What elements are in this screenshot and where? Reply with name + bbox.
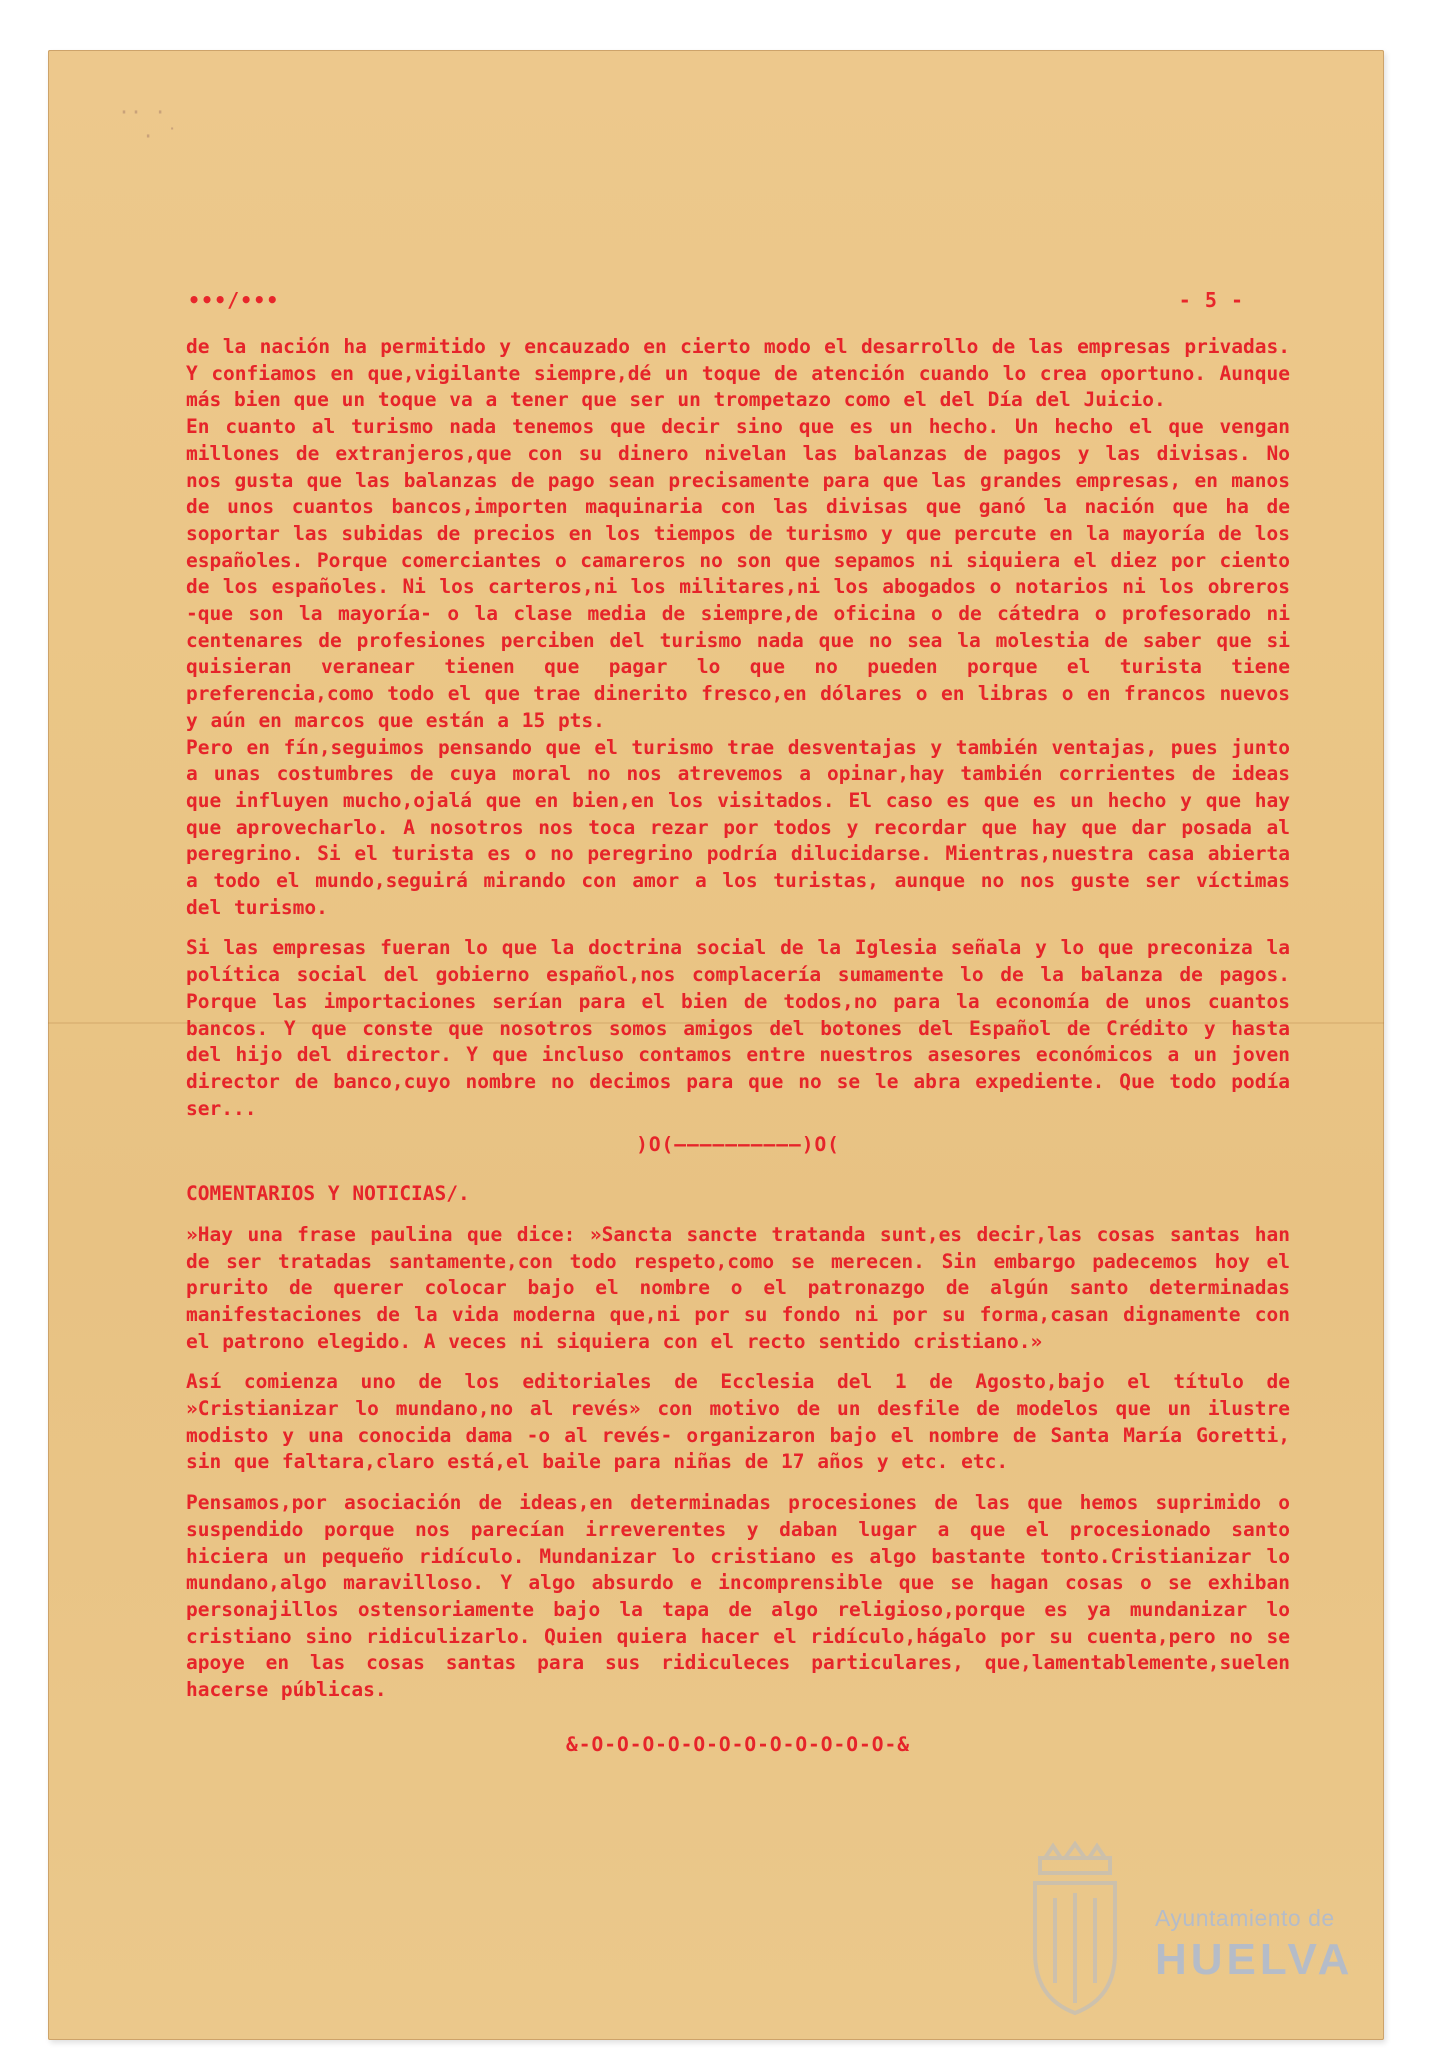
section-title: COMENTARIOS Y NOTICIAS/. <box>186 1182 470 1206</box>
paragraph: En cuanto al turismo nada tenemos que decir sino que es un hecho. Un hecho el que vengan millones de extranjeros,que con su dinero nivelan las balanzas de pagos y las divisas. No nos gusta que las balanzas de pago sean precisamente para que las grandes empresas, en manos de unos cuantos bancos,importen maquinaria con las divisas que ganó la nación que ha de soportar las subidas de precios en los tiempos de turismo y que percute en la mayoría de los españoles. Porque comerciantes o camareros no son que sepamos ni siquiera el diez por ciento de los españoles. Ni los carteros,ni los militares,ni los abogados o notarios ni los obreros -que son la mayoría- o la clase media de siempre,de oficina o de cátedra o profesorado ni centenares de profesiones perciben del turismo nada que no sea la molestia de saber que si quisieran veranear tienen que pagar lo que no pueden porque el turista tiene preferencia,como todo el que trae dinerito fresco,en dólares o en libras o en francos nuevos y aún en marcos que están a 15 pts. <box>186 415 1290 732</box>
continuation-mark: •••/••• <box>188 288 280 312</box>
paragraph: de la nación ha permitido y encauzado en cierto modo el desarrollo de las empresas privadas. Y confiamos en que,vigilante siempre,dé un toque de atención cuando lo crea oportuno. Aunque más bien que un toque va a tener que ser un trompetazo como el del Día del Juicio. <box>186 335 1290 412</box>
comment-paragraph: »Hay una frase paulina que dice: »Sancta sancte tratanda sunt,es decir,las cosas santas han de ser tratadas santamente,con todo respeto,como se merecen. Sin embargo padecemos hoy el prurito de querer colocar bajo el nombre o el patronazgo de algún santo determinadas manifestaciones de la vida moderna que,ni por su fondo ni por su forma,casan dignamente con el patrono elegido. A veces ni siquiera con el recto sentido cristiano.» <box>186 1222 1290 1353</box>
paragraph: Si las empresas fueran lo que la doctrina social de la Iglesia señala y lo que preconiza la política social del gobierno español,nos complacería sumamente lo de la balanza de pagos. Porque las importaciones serían para el bien de todos,no para la economía de unos cuantos bancos. Y que conste que nosotros somos amigos del botones del Español de Crédito y hasta del hijo del director. Y que incluso contamos entre nuestros asesores económicos a un joven director de banco,cuyo nombre no decimos para que no se le abra expediente. Que todo podía ser... <box>186 936 1290 1120</box>
comment-paragraph: Pensamos,por asociación de ideas,en determinadas procesiones de las que hemos suprimido o suspendido porque nos parecían irreverentes y daban lugar a que el procesionado santo hiciera un pequeño ridículo. Mundanizar lo cristiano es algo bastante tonto.Cristianizar lo mundano,algo maravilloso. Y algo absurdo e incomprensible que se hagan cosas o se exhiban personajillos ostensoriamente bajo la tapa de algo religioso,porque es ya mundanizar lo cristiano sino ridiculizarlo. Quien quiera hacer el ridículo,hágalo por su cuenta,pero no se apoye en las cosas santas para sus ridiculeces particulares, que,lamentablemente,suelen hacerse públicas. <box>186 1491 1290 1702</box>
page-number: - 5 - <box>1178 288 1244 312</box>
section-separator: )O(——————————)O( <box>636 1133 840 1157</box>
document-body <box>186 334 1290 1758</box>
paper-stain: ·· · · ˙ <box>118 100 179 148</box>
watermark-text: Ayuntamiento de <box>1155 1905 1335 1931</box>
end-mark: &-O-O-O-O-O-O-O-O-O-O-O-O-& <box>566 1732 910 1756</box>
comment-paragraph: Así comienza uno de los editoriales de Ecclesia del 1 de Agosto,bajo el título de »Cristianizar lo mundano,no al revés» con motivo de un desfile de modelos que un ilustre modisto y una conocida dama -o al revés- organizaron bajo el nombre de Santa María Goretti, sin que faltara,claro está,el baile para niñas de 17 años y etc. etc. <box>186 1370 1290 1474</box>
watermark-title: HUELVA <box>1155 1935 1354 1984</box>
paragraph: Pero en fín,seguimos pensando que el turismo trae desventajas y también ventajas, pues junto a unas costumbres de cuya moral no nos atrevemos a opinar,hay también corrientes de ideas que influyen mucho,ojalá que en bien,en los visitados. El caso es que es un hecho y que hay que aprovecharlo. A nosotros nos toca rezar por todos y recordar que hay que dar posada al peregrino. Si el turista es o no peregrino podría dilucidarse. Mientras,nuestra casa abierta a todo el mundo,seguirá mirando con amor a los turistas, aunque no nos guste ser víctimas del turismo. <box>186 735 1290 919</box>
